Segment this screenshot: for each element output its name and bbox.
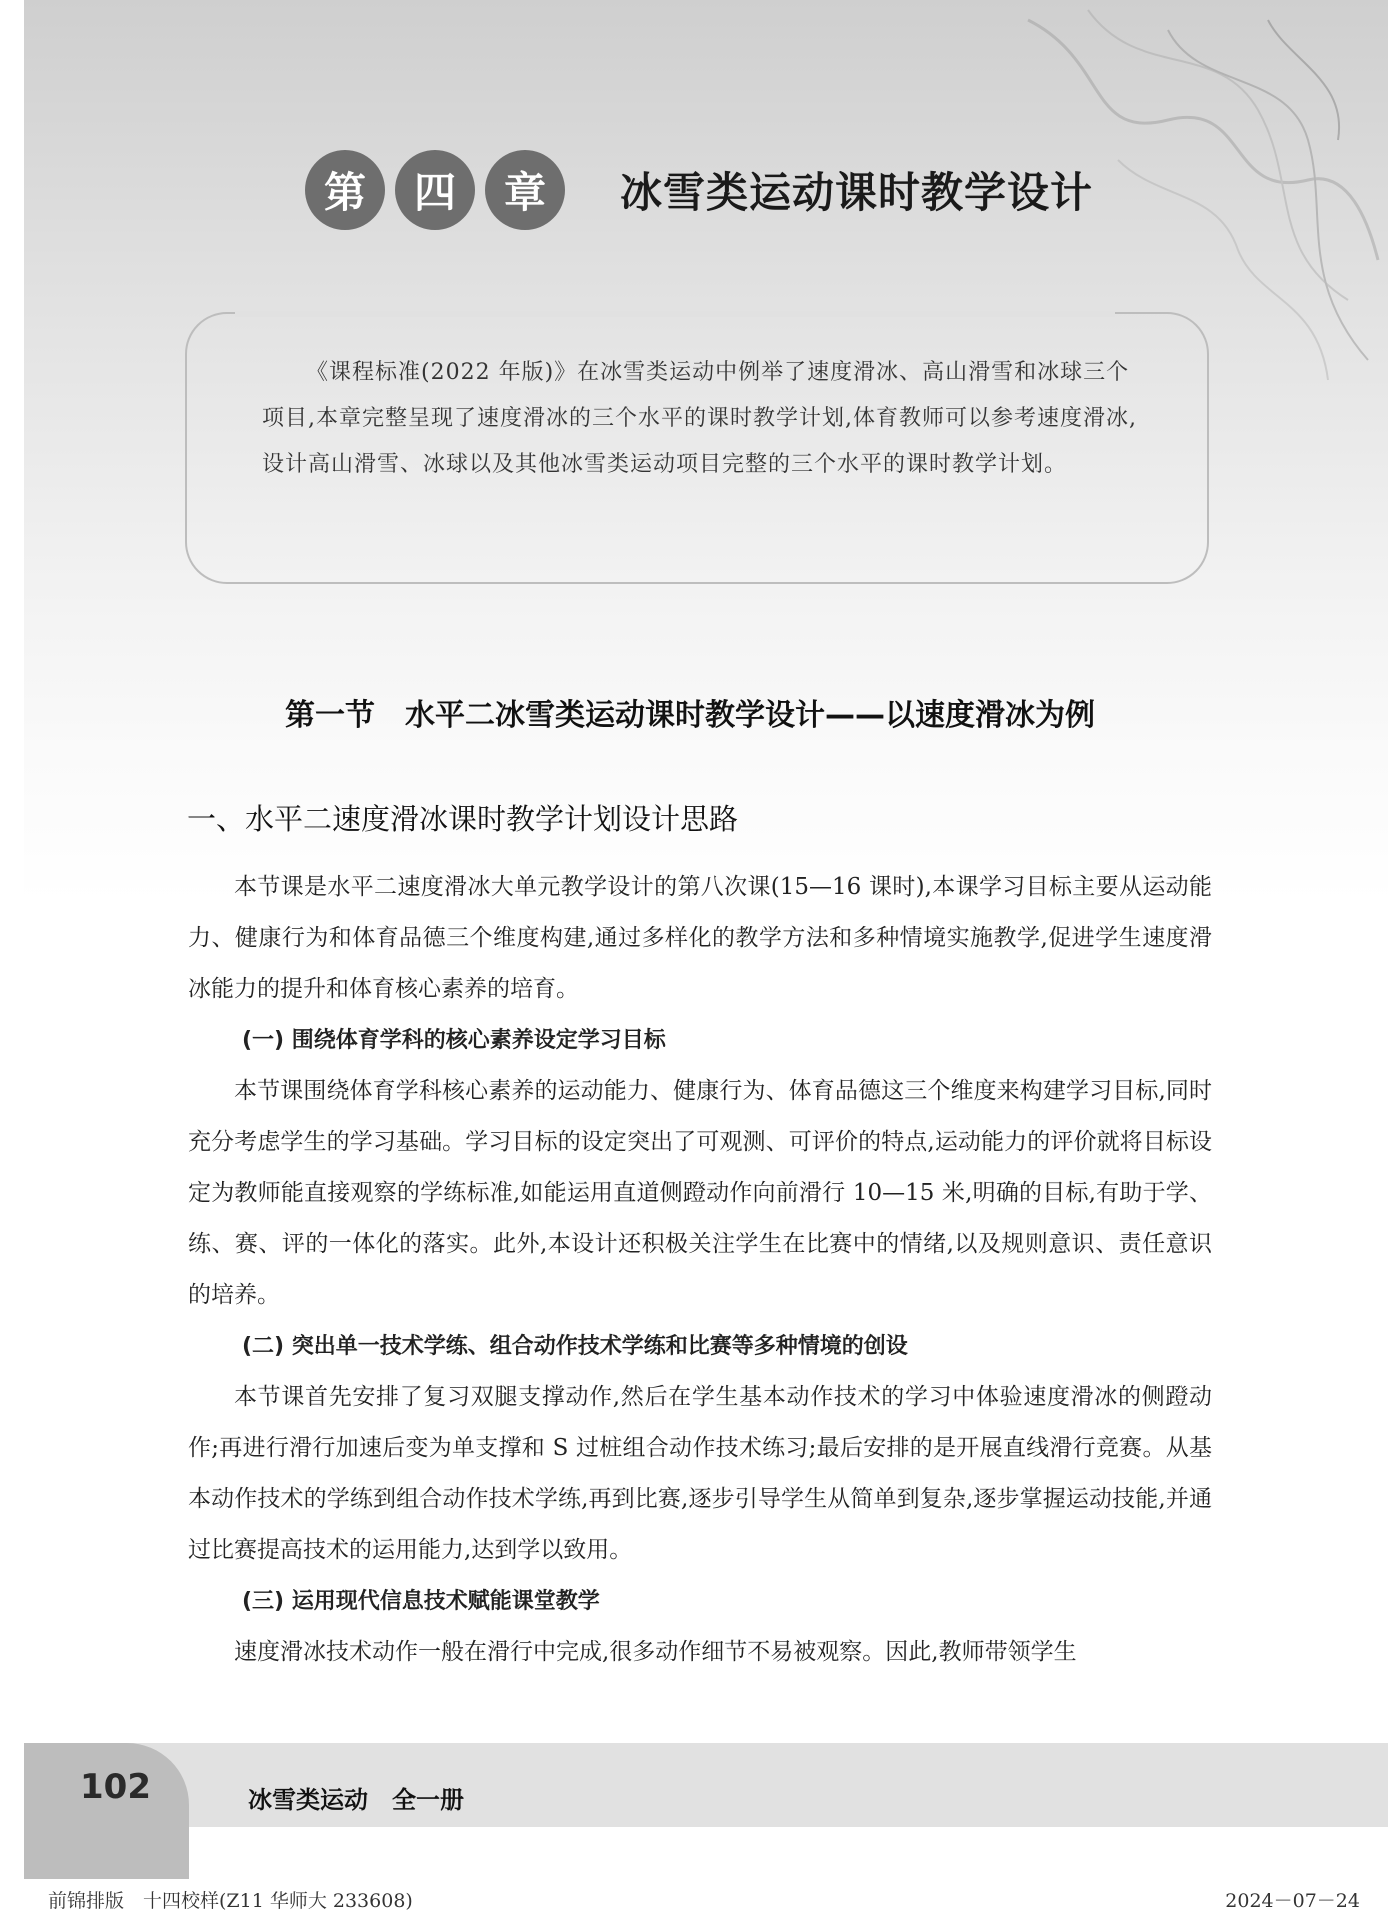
chapter-heading [305, 150, 1093, 230]
intro-text: 《课程标准(2022 年版)》在冰雪类运动中例举了速度滑冰、高山滑雪和冰球三个项目,本章完整呈现了速度滑冰的三个水平的课时教学计划,体育教师可以参考速度滑冰,设计高山滑雪、冰球以及其他冰雪类运动项目完整的三个水平的课时教学计划。 [262, 360, 1137, 477]
chapter-char-circle: 四 [395, 150, 475, 230]
body-content [188, 862, 1212, 1678]
paragraph: 速度滑冰技术动作一般在滑行中完成,很多动作细节不易被观察。因此,教师带领学生 [234, 1639, 1077, 1665]
chapter-char-circle: 章 [485, 150, 565, 230]
paragraph: 本节课首先安排了复习双腿支撑动作,然后在学生基本动作技术的学习中体验速度滑冰的侧蹬动作;再进行滑行加速后变为单支撑和 S 过桩组合动作技术练习;最后安排的是开展直线滑行竞赛。从基本动作技术的学练到组合动作技术学练,再到比赛,逐步引导学生从简单到复杂,逐步掌握运动技能,并通过比赛提高技术的运用能力,达到学以致用。 [188, 1384, 1212, 1563]
subheading: (三) 运用现代信息技术赋能课堂教学 [242, 1589, 600, 1614]
chapter-title: 冰雪类运动课时教学设计 [620, 168, 1094, 217]
book-title: 冰雪类运动 全一册 [248, 1786, 464, 1814]
subheading: (一) 围绕体育学科的核心素养设定学习目标 [242, 1028, 666, 1053]
page-number-tab [24, 1743, 189, 1879]
subheading: (二) 突出单一技术学练、组合动作技术学练和比赛等多种情境的创设 [242, 1334, 908, 1359]
page-number: 102 [80, 1767, 151, 1807]
print-date: 2024－07－24 [1225, 1890, 1360, 1912]
paragraph: 本节课围绕体育学科核心素养的运动能力、健康行为、体育品德这三个维度来构建学习目标,同时充分考虑学生的学习基础。学习目标的设定突出了可观测、可评价的特点,运动能力的评价就将目标设定为教师能直接观察的学练标准,如能运用直道侧蹬动作向前滑行 10—15 米,明确的目标,有助于学、练、赛、评的一体化的落实。此外,本设计还积极关注学生在比赛中的情绪,以及规则意识、责任意识的培养。 [188, 1078, 1212, 1308]
subsection-title: 一、水平二速度滑冰课时教学计划设计思路 [187, 802, 739, 836]
footer-band [24, 1743, 1388, 1827]
chapter-char-circle: 第 [305, 150, 385, 230]
paragraph: 本节课是水平二速度滑冰大单元教学设计的第八次课(15—16 课时),本课学习目标主要从运动能力、健康行为和体育品德三个维度构建,通过多样化的教学方法和多种情境实施教学,促进学生速度滑冰能力的提升和体育核心素养的培育。 [188, 874, 1212, 1002]
section-title: 第一节 水平二冰雪类运动课时教学设计——以速度滑冰为例 [285, 698, 1095, 733]
print-info: 前锦排版 十四校样(Z11 华师大 233608) [48, 1890, 413, 1912]
